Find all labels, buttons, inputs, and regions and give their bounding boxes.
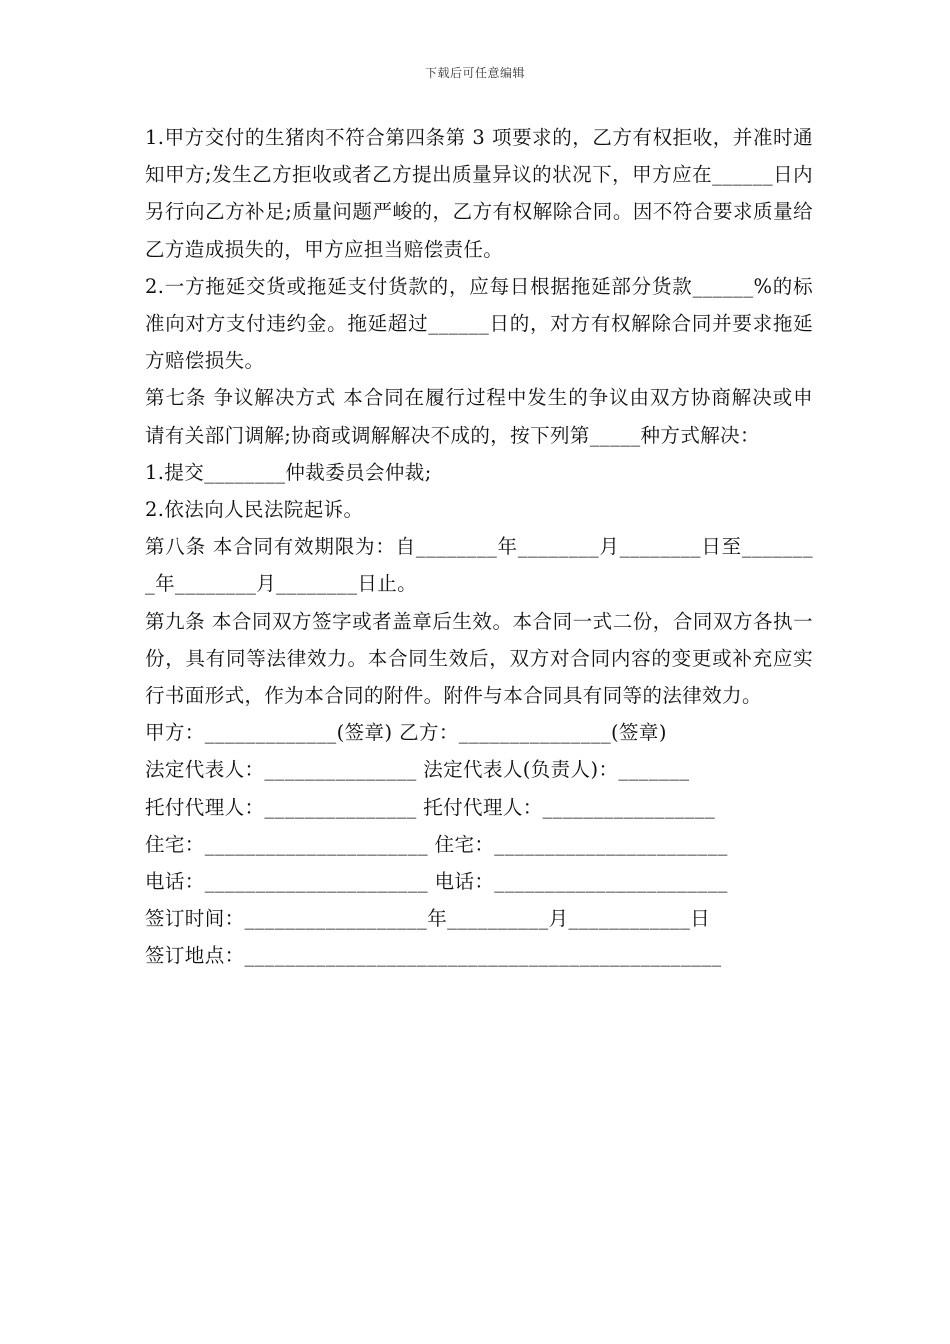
signature-address-line: 住宅：______________________ 住宅：_______________________ [145,832,728,856]
clause-penalty-quality: 1.甲方交付的生猪肉不符合第四条第 3 项要求的，乙方有权拒收，并准时通知甲方;发生乙方拒收或者乙方提出质量异议的状况下，甲方应在______日内另行向乙方补足;质量问题严峻的，乙方有权解除合同。因不符合要求质量给乙方造成损失的，甲方应担当赔偿责任。 [145,126,813,261]
page-header: 下载后可任意编辑 [424,66,525,80]
clause-litigation-option: 2.依法向人民法院起诉。 [145,498,364,522]
signature-legal-rep-line: 法定代表人：_______________ 法定代表人(负责人)：_______ [145,758,690,782]
clause-article-7-dispute: 第七条 争议解决方式 本合同在履行过程中发生的争议由双方协商解决或申请有关部门调解;协商或调解解决不成的，按下列第_____种方式解决： [145,386,813,447]
signature-place-line: 签订地点：_______________________________________________ [145,944,722,968]
clause-article-8-term: 第八条 本合同有效期限为：自________年________月________日至________年________月________日止。 [145,535,813,596]
document-body [145,119,813,975]
signature-date-line: 签订时间：__________________年__________月____________日 [145,907,711,931]
clause-arbitration-option: 1.提交________仲裁委员会仲裁; [145,460,432,484]
signature-block [145,714,813,974]
signature-agent-line: 托付代理人：_______________ 托付代理人：_________________ [145,795,716,819]
signature-party-line: 甲方：_____________(签章) 乙方：_______________(签章) [145,721,667,745]
signature-phone-line: 电话：______________________ 电话：_______________________ [145,870,728,894]
clause-penalty-delay: 2.一方拖延交货或拖延支付货款的，应每日根据拖延部分货款______%的标准向对方支付违约金。拖延超过______日的，对方有权解除合同并要求拖延方赔偿损失。 [145,274,813,373]
clause-article-9-effect: 第九条 本合同双方签字或者盖章后生效。本合同一式二份，合同双方各执一份，具有同等法律效力。本合同生效后，双方对合同内容的变更或补充应实行书面形式，作为本合同的附件。附件与本合同具有同等的法律效力。 [145,609,813,708]
